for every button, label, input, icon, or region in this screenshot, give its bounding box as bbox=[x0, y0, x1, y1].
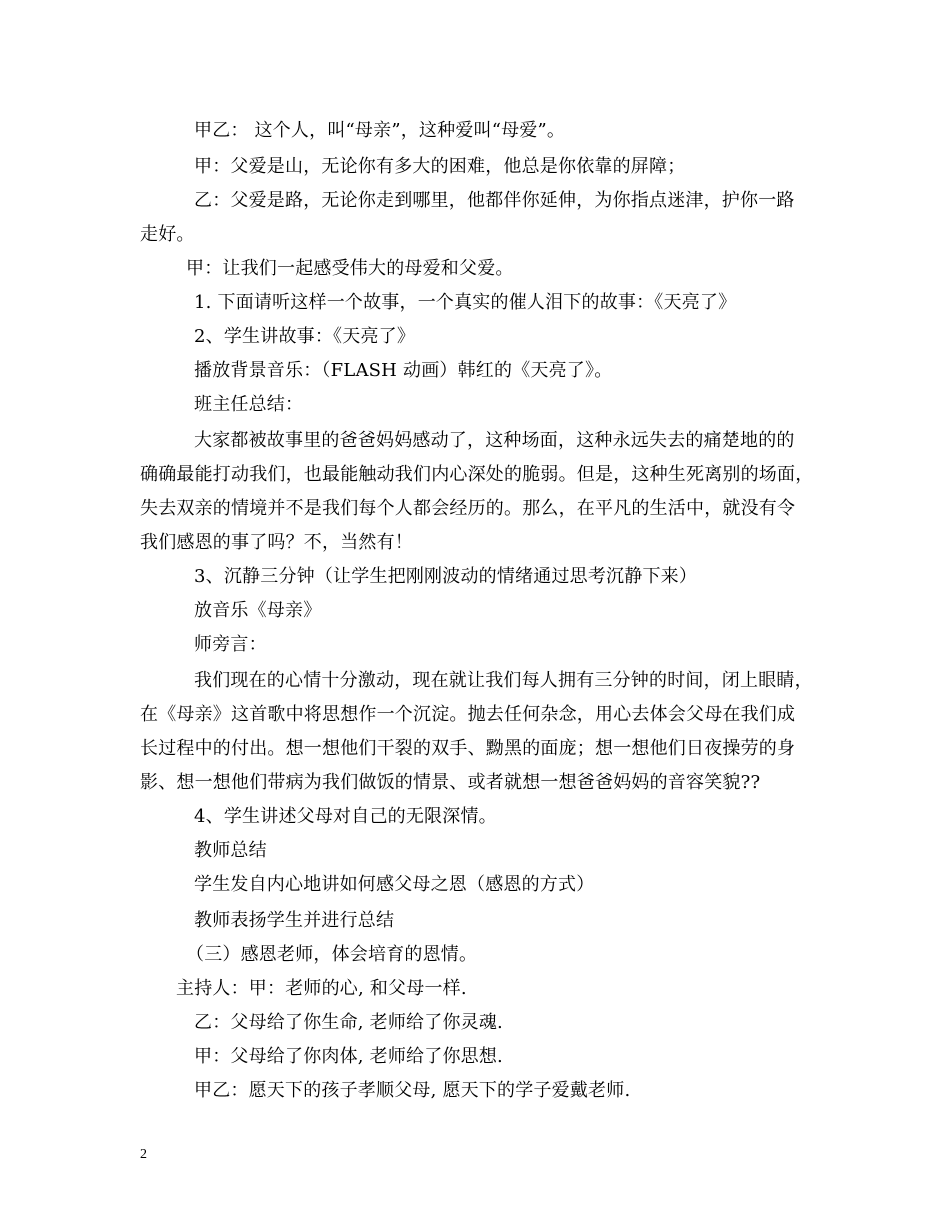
paragraph-line: 学生发自内心地讲如何感父母之恩（感恩的方式） bbox=[194, 874, 595, 895]
dialogue-line: 乙：父爱是路，无论你走到哪里，他都伴你延伸，为你指点迷津，护你一路 bbox=[194, 190, 795, 211]
dialogue-line: 乙：父母给了你生命, 老师给了你灵魂. bbox=[194, 1012, 503, 1033]
dialogue-line: 甲乙：愿天下的孩子孝顺父母, 愿天下的学子爱戴老师. bbox=[194, 1080, 631, 1101]
paragraph-line: 我们感恩的事了吗？不，当然有！ bbox=[140, 532, 413, 553]
dialogue-line: 甲：父爱是山，无论你有多大的困难，他总是你依靠的屏障； bbox=[194, 156, 686, 177]
dialogue-line: 甲：让我们一起感受伟大的母爱和父爱。 bbox=[186, 258, 514, 279]
list-item: 2、学生讲故事：《天亮了》 bbox=[194, 326, 416, 347]
list-item: 1. 下面请听这样一个故事，一个真实的催人泪下的故事：《天亮了》 bbox=[194, 292, 737, 313]
paragraph-line: 失去双亲的情境并不是我们每个人都会经历的。那么，在平凡的生活中，就没有令 bbox=[140, 498, 796, 519]
paragraph-line: 确确最能打动我们，也最能触动我们内心深处的脆弱。但是，这种生死离别的场面， bbox=[140, 464, 814, 485]
dialogue-line: 甲：父母给了你肉体, 老师给了你思想. bbox=[194, 1046, 503, 1067]
paragraph-line: 我们现在的心情十分激动，现在就让我们每人拥有三分钟的时间，闭上眼睛， bbox=[194, 670, 813, 691]
paragraph-line: 班主任总结： bbox=[194, 394, 304, 415]
paragraph-line: 播放背景音乐：（FLASH 动画）韩红的《天亮了》。 bbox=[194, 360, 613, 381]
list-item: 3、沉静三分钟（让学生把刚刚波动的情绪通过思考沉静下来） bbox=[194, 566, 698, 587]
dialogue-line: 主持人：甲：老师的心, 和父母一样. bbox=[176, 978, 467, 999]
dialogue-line: 甲乙： 这个人，叫“母亲”，这种爱叫“母爱”。 bbox=[194, 120, 566, 141]
page-number: 2 bbox=[140, 1147, 147, 1162]
paragraph-line: 影、想一想他们带病为我们做饭的情景、或者就想一想爸爸妈妈的音容笑貌?? bbox=[140, 772, 761, 793]
paragraph-line: 大家都被故事里的爸爸妈妈感动了，这种场面，这种永远失去的痛楚地的的 bbox=[194, 430, 795, 451]
paragraph-line: 放音乐《母亲》 bbox=[194, 600, 322, 621]
paragraph-line: 在《母亲》这首歌中将思想作一个沉淀。抛去任何杂念，用心去体会父母在我们成 bbox=[140, 704, 796, 725]
section-heading: （三）感恩老师，体会培育的恩情。 bbox=[186, 944, 478, 965]
list-item: 4、学生讲述父母对自己的无限深情。 bbox=[194, 806, 497, 827]
paragraph-line: 师旁言： bbox=[194, 634, 267, 655]
dialogue-line-continuation: 走好。 bbox=[140, 224, 195, 245]
paragraph-line: 长过程中的付出。想一想他们干裂的双手、黝黑的面庞；想一想他们日夜操劳的身 bbox=[140, 738, 796, 759]
paragraph-line: 教师表扬学生并进行总结 bbox=[194, 910, 395, 931]
paragraph-line: 教师总结 bbox=[194, 840, 267, 861]
